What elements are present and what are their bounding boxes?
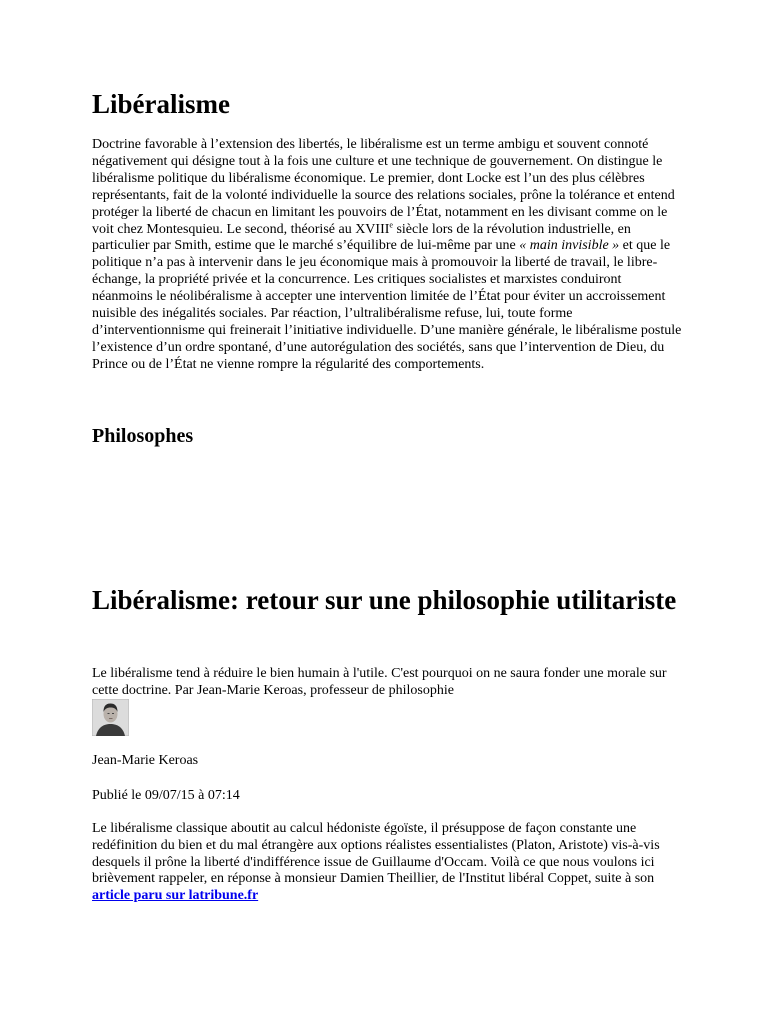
article-title: Libéralisme: retour sur une philosophie utilitariste (92, 585, 677, 615)
article-body-text: Le libéralisme classique aboutit au calcul hédoniste égoïste, il présuppose de façon constante une redéfinition du bien et du mal étrangère aux options réalistes essentialistes (Platon, Aristote) vis-à-vis desquels il prône la liberté d'indifférence issue de Guillaume d'Occam. Voilà ce que nous voulons ici brièvement rappeler, en réponse à monsieur Damien Theillier, de l'Institut libéral Coppet, suite à son (92, 821, 660, 887)
century-superscript: e (389, 219, 393, 229)
invisible-hand-quote: « main invisible » (519, 238, 620, 254)
article-lead: Le libéralisme tend à réduire le bien humain à l'utile. C'est pourquoi on ne saura fonder une morale sur cette doctrine. Par Jean-Marie Keroas, professeur de philosophie (92, 666, 667, 698)
article-body (92, 821, 692, 905)
philosophes-heading: Philosophes (92, 425, 194, 447)
author-photo (92, 699, 129, 736)
author-name: Jean-Marie Keroas (92, 753, 199, 768)
page-title: Libéralisme (92, 89, 230, 119)
definition-text-1: Doctrine favorable à l’extension des libertés, le libéralisme est un terme ambigu et souvent connoté négativement qui désigne tout à la fois une culture et une technique de gouvernement. On distingue le libéralisme politique du libéralisme économique. Le premier, dont Locke est l’un des plus célèbres représentants, fait de la volonté individuelle la source des relations sociales, prône la tolérance et entend protéger la liberté de chacun en limitant les pouvoirs de l’État, notamment en les divisant comme on le voit chez Montesquieu. Le second, théorisé au XVIII (92, 137, 675, 237)
definition-text-3: et que le politique n’a pas à intervenir dans le jeu économique mais à promouvoir la liberté de travail, le libre-échange, la propriété privée et la concurrence. Les critiques socialistes et marxistes conduiront néanmoins le néolibéralisme à accepter une intervention limitée de l’État pour éviter un accroissement nuisible des inégalités sociales. Par réaction, l’ultralibéralisme refuse, lui, toute forme d’interventionnisme qui freinerait l’initiative individuelle. D’une manière générale, le libéralisme postule l’existence d’un ordre spontané, d’une autorégulation des sociétés, sans que l’intervention de Dieu, du Prince ou de l’État ne vienne rompre la régularité des comportements. (92, 238, 682, 372)
definition-paragraph (92, 137, 682, 374)
author-portrait-icon (92, 699, 129, 736)
definition-text-2: siècle lors de la révolution industrielle, en particulier par Smith, estime que le marché s’équilibre de lui-même par une (92, 221, 631, 254)
latribune-article-link[interactable]: article paru sur latribune.fr (92, 888, 259, 904)
publication-date: Publié le 09/07/15 à 07:14 (92, 788, 240, 803)
